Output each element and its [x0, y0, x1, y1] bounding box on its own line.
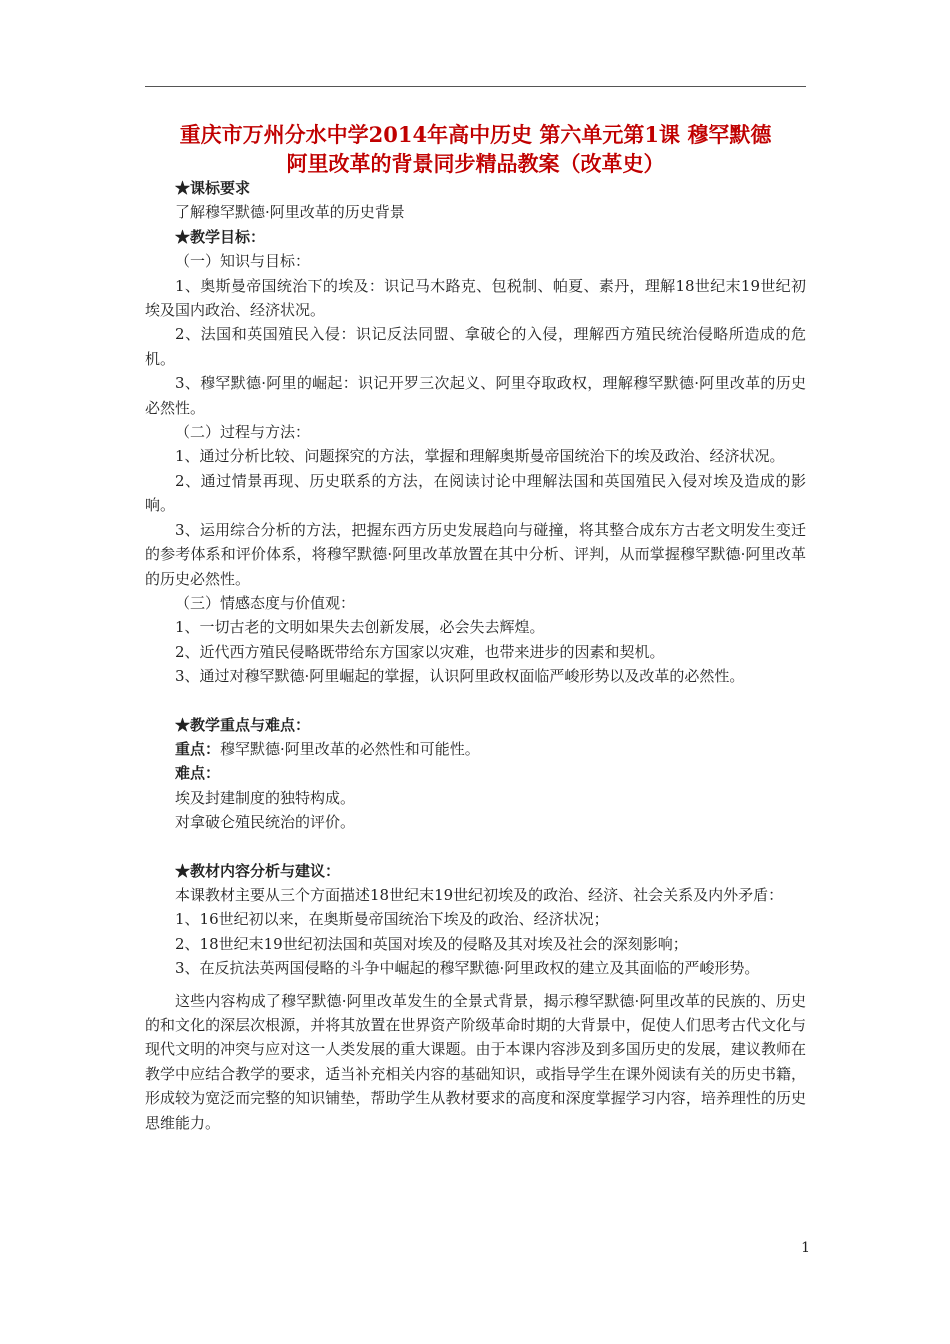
subheading-emotion: （三）情感态度与价值观： [175, 593, 356, 612]
section-heading-standards: ★课标要求 [175, 179, 251, 197]
subheading-knowledge: （一）知识与目标： [175, 252, 311, 271]
analysis-paragraph: 这些内容构成了穆罕默德·阿里改革发生的全景式背景，揭示穆罕默德·阿里改革的民族的、历史的和文化的深层次根源，并将其放置在世界资产阶级革命时期的大背景中，促使人们思考古代文化与现代文明的冲突与应对这一人类发展的重大课题。由于本课内容涉及到多国历史的发展，建议教师在教学中应结合教学的要求，适当补充相关内容的基础知识，或指导学生在课外阅读有关的历史书籍，形成较为宽泛而完整的知识铺垫，帮助学生从教材要求的高度和深度掌握学习内容，培养理性的历史思维能力。 [145, 991, 806, 1132]
document-body [145, 176, 806, 1135]
spacer [145, 981, 806, 989]
difficult-label: 难点： [175, 764, 221, 783]
analysis-intro: 本课教材主要从三个方面描述18世纪末19世纪初埃及的政治、经济、社会关系及内外矛盾： [175, 885, 784, 904]
difficult-item: 埃及封建制度的独特构成。 [175, 788, 356, 807]
spacer [145, 835, 806, 859]
key-point-line [145, 737, 806, 761]
key-label: 重点： [175, 739, 221, 758]
list-item: 2、18世纪末19世纪初法国和英国对埃及的侵略及其对埃及社会的深刻影响； [175, 934, 688, 953]
list-item: 1、16世纪初以来，在奥斯曼帝国统治下埃及的政治、经济状况； [175, 910, 609, 929]
standards-text: 了解穆罕默德·阿里改革的历史背景 [175, 203, 405, 222]
list-item: 2、近代西方殖民侵略既带给东方国家以灾难，也带来进步的因素和契机。 [175, 642, 665, 661]
list-item: 3、通过对穆罕默德·阿里崛起的掌握，认识阿里政权面临严峻形势以及改革的必然性。 [175, 667, 745, 686]
spacer [145, 689, 806, 713]
header-rule [145, 86, 806, 87]
list-item: 3、穆罕默德·阿里的崛起：识记开罗三次起义、阿里夺取政权，理解穆罕默德·阿里改革的历史必然性。 [145, 374, 806, 417]
list-item: 3、在反抗法英两国侵略的斗争中崛起的穆罕默德·阿里政权的建立及其面临的严峻形势。 [175, 959, 760, 978]
difficult-item: 对拿破仑殖民统治的评价。 [175, 813, 356, 832]
key-text: 穆罕默德·阿里改革的必然性和可能性。 [220, 739, 480, 758]
subheading-process: （二）过程与方法： [175, 423, 311, 442]
page-number: 1 [801, 1240, 810, 1256]
document-title-line2: 阿里改革的背景同步精品教案（改革史） [286, 151, 665, 176]
list-item: 2、法国和英国殖民入侵：识记反法同盟、拿破仑的入侵，理解西方殖民统治侵略所造成的危机。 [145, 325, 806, 368]
section-heading-key-points: ★教学重点与难点： [175, 715, 311, 734]
list-item: 2、通过情景再现、历史联系的方法，在阅读讨论中理解法国和英国殖民入侵对埃及造成的影响。 [145, 471, 806, 515]
section-heading-goals: ★教学目标： [175, 227, 266, 246]
list-item: 1、奥斯曼帝国统治下的埃及：识记马木路克、包税制、帕夏、素丹，理解18世纪末19世纪初埃及国内政治、经济状况。 [145, 276, 806, 320]
list-item: 1、通过分析比较、问题探究的方法，掌握和理解奥斯曼帝国统治下的埃及政治、经济状况。 [175, 447, 785, 466]
list-item: 3、运用综合分析的方法，把握东西方历史发展趋向与碰撞，将其整合成东方古老文明发生变迁的参考体系和评价体系，将穆罕默德·阿里改革放置在其中分析、评判，从而掌握穆罕默德·阿里改革的历史必然性。 [145, 520, 806, 588]
section-heading-analysis: ★教材内容分析与建议： [175, 861, 341, 880]
list-item: 1、一切古老的文明如果失去创新发展，必会失去辉煌。 [175, 618, 545, 637]
document-title-line1: 重庆市万州分水中学2014年高中历史 第六单元第1课 穆罕默德 [179, 122, 772, 147]
